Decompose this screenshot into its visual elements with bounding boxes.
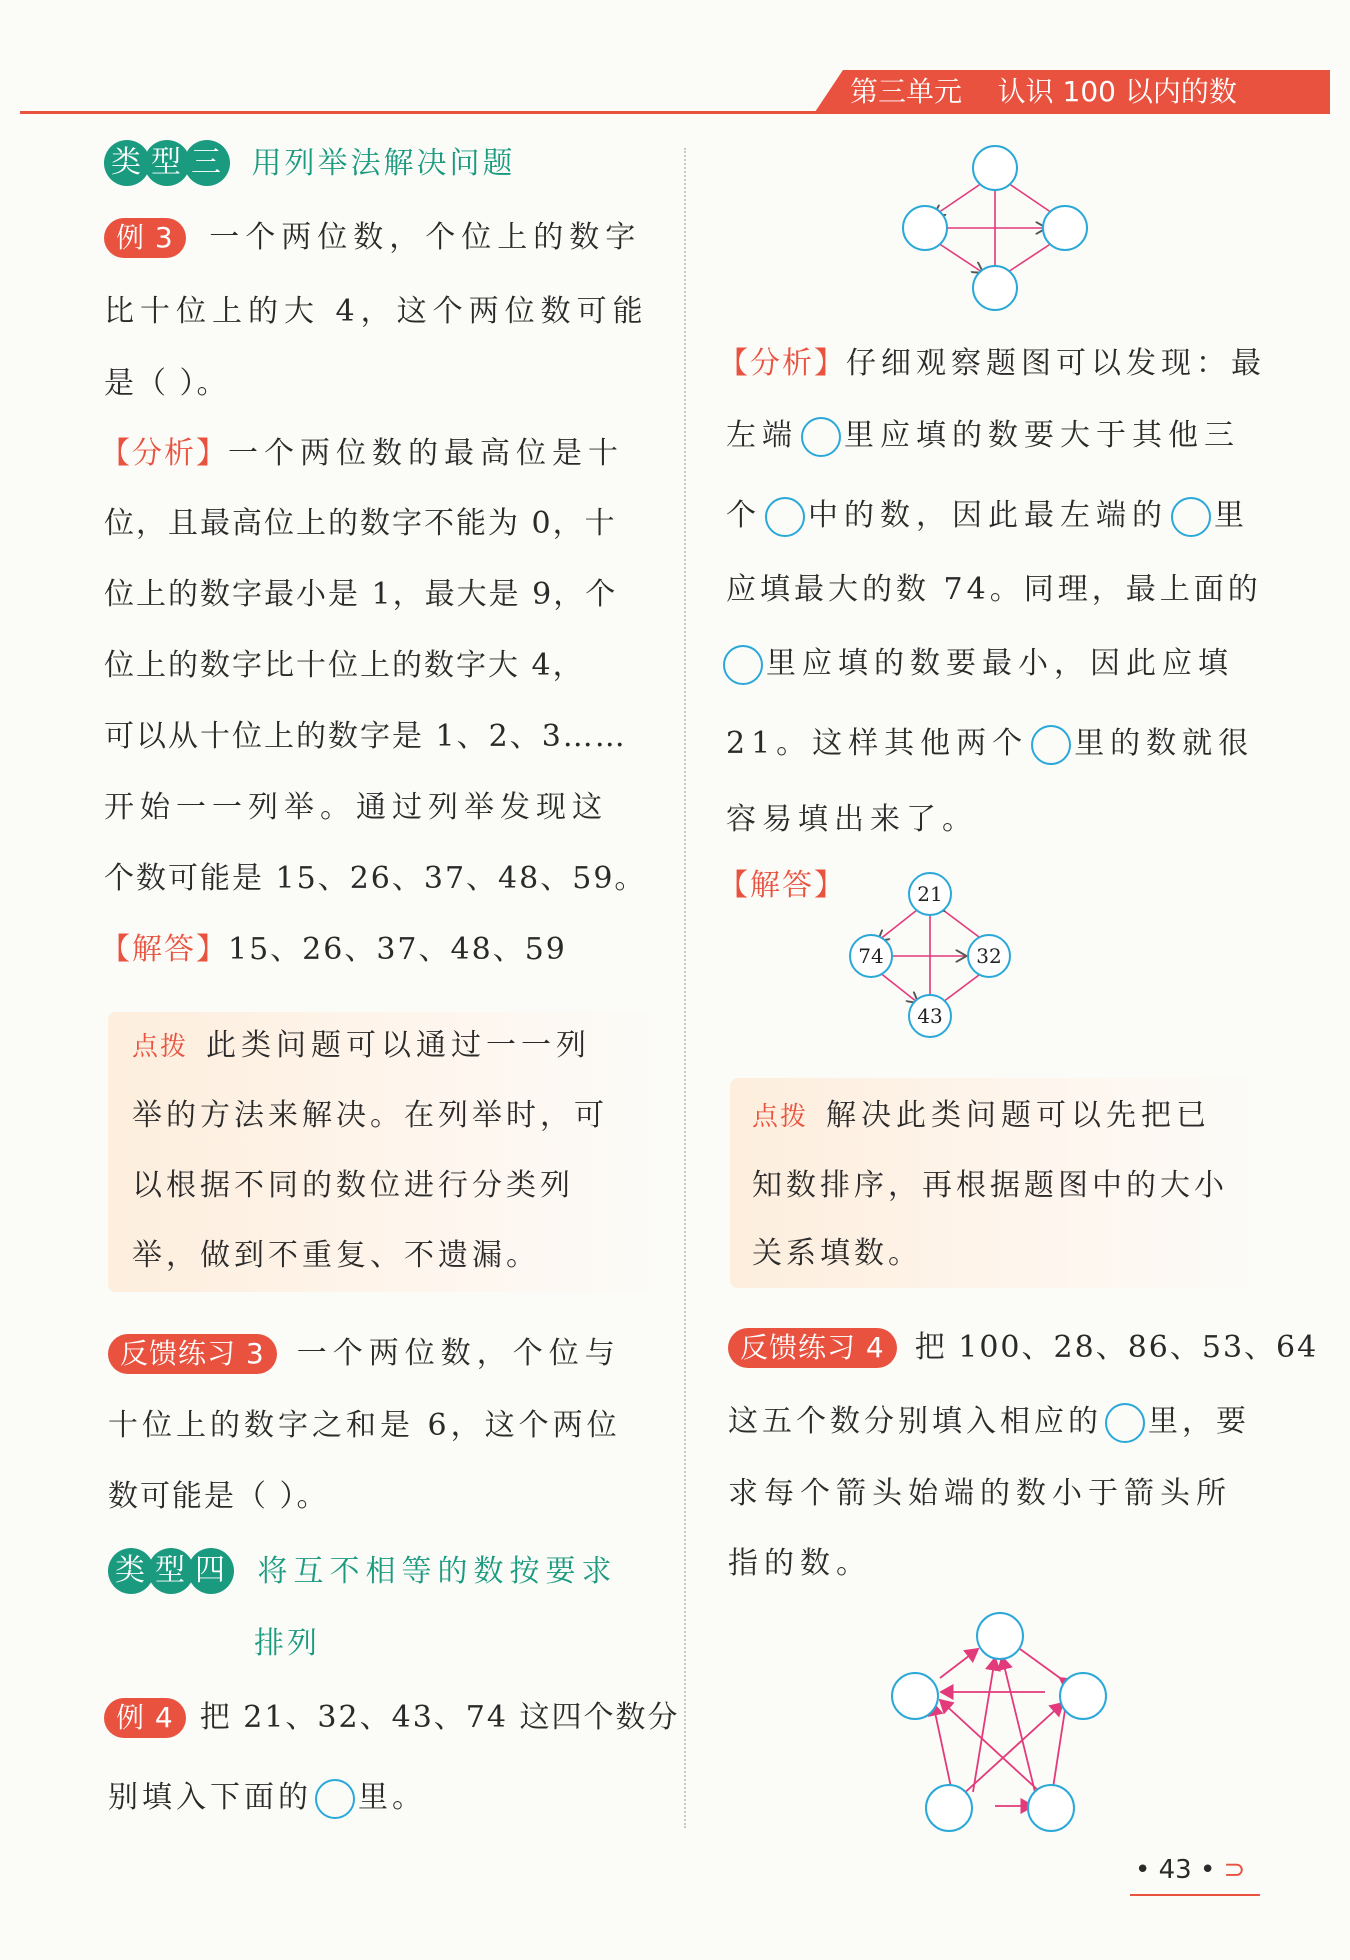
analysis3-label: 【分析】 <box>100 436 228 471</box>
tip3-line1: 点拨 此类问题可以通过一一列 <box>132 1028 592 1063</box>
tip4-line1: 点拨 解决此类问题可以先把已 <box>752 1098 1212 1133</box>
tip4-label: 点拨 <box>752 1102 809 1132</box>
tip4-line3: 关系填数。 <box>752 1236 922 1271</box>
answer4-top: 21 <box>917 882 943 906</box>
practice4-line3: 求每个箭头始端的数小于箭头所 <box>728 1476 1232 1511</box>
analysis4-line3: 个 中的数，因此最左端的 里 <box>726 496 1250 537</box>
tip3-line2: 举的方法来解决。在列举时，可 <box>132 1098 608 1133</box>
diagram-circle-right <box>1043 206 1087 250</box>
blank-circle-icon <box>1031 725 1071 765</box>
header-topic: 认识 100 以内的数 <box>997 75 1237 108</box>
header-title <box>850 72 1237 112</box>
blank-circle-icon <box>1171 497 1211 537</box>
practice3-line1: 反馈练习 3 一个两位数，个位与 <box>108 1334 621 1374</box>
practice3-line2: 十位上的数字之和是 6，这个两位 <box>108 1408 621 1443</box>
blank-circle-icon <box>801 417 841 457</box>
diagram-circle-left <box>903 206 947 250</box>
example3-line2: 比十位上的大 4，这个两位数可能 <box>104 294 649 329</box>
page-number: • 43 • ⊃ <box>1135 1855 1246 1885</box>
analysis3-line1: 【分析】一个两位数的最高位是十 <box>100 436 624 471</box>
tip4-line2: 知数排序，再根据题图中的大小 <box>752 1168 1228 1203</box>
example4-line2: 别填入下面的 里。 <box>108 1778 426 1819</box>
example4-badge: 例 4 <box>104 1698 186 1738</box>
analysis4-label: 【分析】 <box>718 346 846 381</box>
analysis4-line4: 应填最大的数 74。同理，最上面的 <box>726 572 1262 607</box>
practice3-line3: 数可能是（ ）。 <box>108 1479 329 1514</box>
analysis4-line6: 21。这样其他两个 里的数就很 <box>726 724 1254 765</box>
practice4-line1: 反馈练习 4 把 100、28、86、53、64 <box>728 1328 1318 1368</box>
answer4-right: 32 <box>976 944 1002 968</box>
answer3-line <box>100 930 567 970</box>
column-divider <box>684 148 686 1828</box>
analysis3-line4: 位上的数字比十位上的数字大 4， <box>104 648 585 683</box>
analysis3-line6: 开始一一列举。通过列举发现这 <box>104 790 608 825</box>
blank-circle-icon <box>723 645 763 685</box>
answer4-label-line <box>718 866 846 906</box>
analysis4-line1: 【分析】仔细观察题图可以发现：最 <box>718 346 1266 381</box>
example4-diagram <box>900 138 1090 318</box>
answer4-diagram <box>845 870 1015 1042</box>
tip3-line3: 以根据不同的数位进行分类列 <box>132 1168 574 1203</box>
answer4-bottom: 43 <box>917 1004 943 1028</box>
blank-circle-icon <box>315 1779 355 1819</box>
answer4-left: 74 <box>858 944 884 968</box>
header-unit: 第三单元 <box>850 75 963 108</box>
page-number-rule <box>1130 1894 1260 1896</box>
tip3-label: 点拨 <box>132 1032 189 1062</box>
blank-circle-icon <box>765 497 805 537</box>
type4-heading <box>108 1548 618 1594</box>
example3-text-1: 一个两位数，个位上的数字 <box>209 220 642 255</box>
analysis3-line2: 位，且最高位上的数字不能为 0，十 <box>104 506 617 541</box>
analysis4-line5: 里应填的数要最小，因此应填 <box>720 644 1234 685</box>
analysis3-line7: 个数可能是 15、26、37、48、59。 <box>104 861 647 896</box>
practice3-badge: 反馈练习 3 <box>108 1334 277 1374</box>
analysis4-line2: 左端 里应填的数要大于其他三 <box>726 416 1240 457</box>
analysis3-line3: 位上的数字最小是 1，最大是 9，个 <box>104 577 618 612</box>
diagram-circle-top <box>973 146 1017 190</box>
practice4-badge: 反馈练习 4 <box>728 1328 897 1368</box>
practice4-line4: 指的数。 <box>728 1546 872 1581</box>
type3-heading <box>104 140 516 186</box>
type3-badge: 类 型 三 <box>104 140 224 186</box>
example4-line1: 例 4 把 21、32、43、74 这四个数分 <box>104 1698 680 1738</box>
type3-title: 用列举法解决问题 <box>251 146 516 181</box>
example3-line1 <box>104 218 641 258</box>
practice4-line2: 这五个数分别填入相应的 里，要 <box>728 1402 1250 1443</box>
answer3-text: 15、26、37、48、59 <box>228 932 567 967</box>
analysis3-line5: 可以从十位上的数字是 1、2、3…… <box>104 719 627 754</box>
practice4-diagram <box>885 1612 1115 1832</box>
diagram-circle-bottom <box>973 266 1017 310</box>
example3-badge: 例 3 <box>104 218 186 258</box>
tip3-line4: 举，做到不重复、不遗漏。 <box>132 1238 540 1273</box>
analysis4-line7: 容易填出来了。 <box>726 802 978 837</box>
type4-badge: 类 型 四 <box>108 1548 228 1594</box>
type4-title-1: 将互不相等的数按要求 <box>257 1554 618 1589</box>
type4-title-2: 排列 <box>254 1626 320 1661</box>
answer4-label: 【解答】 <box>718 868 846 903</box>
blank-circle-icon <box>1105 1403 1145 1443</box>
example3-line3: 是（ ）。 <box>104 366 229 401</box>
answer3-label: 【解答】 <box>100 932 228 967</box>
